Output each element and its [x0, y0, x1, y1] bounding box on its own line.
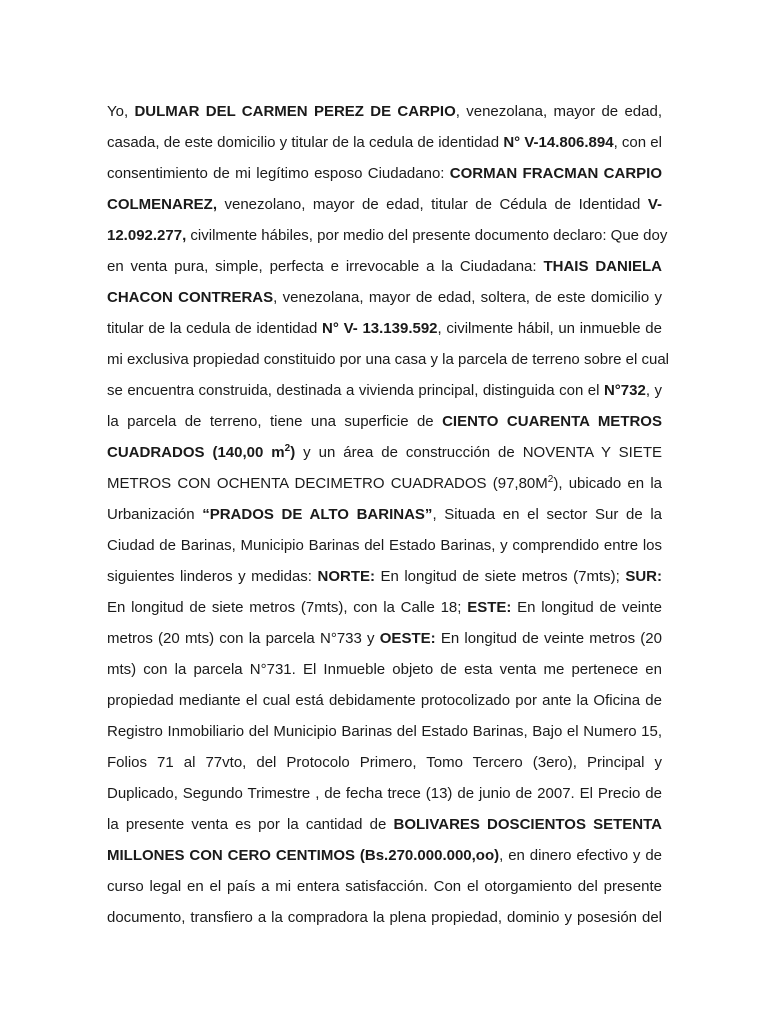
bold-text-segment: CORMAN FRACMAN CARPIO [449, 165, 662, 182]
superscript-text: 2 [547, 474, 554, 485]
text-line [107, 623, 662, 654]
bold-text-segment: CHACON CONTRERAS [107, 289, 274, 306]
text-line [107, 375, 662, 406]
bold-text-segment: THAIS DANIELA [543, 258, 662, 275]
text-line [107, 437, 662, 468]
bold-text-segment: BOLIVARES DOSCIENTOS SETENTA [393, 816, 663, 833]
text-segment: la presente venta es por la cantidad de [107, 816, 394, 833]
bold-text-segment: SUR: [625, 568, 662, 585]
text-line [107, 902, 662, 933]
bold-text-segment: CUADRADOS (140,00 m [107, 444, 285, 461]
text-line [107, 220, 668, 251]
document-body [107, 96, 669, 933]
text-line [107, 685, 662, 716]
text-segment: ), ubicado en la [553, 475, 662, 492]
bold-text-segment: ) [290, 444, 296, 461]
text-segment: Duplicado, Segundo Trimestre , de fecha trece (13) de junio de 2007. El Precio de [107, 785, 662, 802]
bold-text-segment: COLMENAREZ, [107, 196, 217, 213]
text-line [107, 778, 662, 809]
text-segment: Ciudad de Barinas, Municipio Barinas del Estado Barinas, y comprendido entre los [107, 537, 662, 554]
text-segment: se encuentra construida, destinada a vivienda principal, distinguida con el [107, 382, 604, 399]
text-line [107, 189, 662, 220]
bold-text-segment: N° V- 13.139.592 [322, 320, 438, 337]
text-segment: Urbanización [107, 506, 203, 523]
bold-text-segment: DULMAR DEL CARMEN PEREZ DE CARPIO [134, 103, 456, 120]
text-segment: , en dinero efectivo y de [499, 847, 663, 864]
text-line [107, 344, 669, 375]
text-segment: , y [645, 382, 662, 399]
text-segment: consentimiento de mi legítimo esposo Ciudadano: [107, 165, 450, 182]
bold-text-segment: N° V-14.806.894 [503, 134, 614, 151]
text-line [107, 592, 662, 623]
text-segment: casada, de este domicilio y titular de la cedula de identidad [107, 134, 504, 151]
bold-text-segment: ESTE: [467, 599, 512, 616]
text-line [107, 561, 662, 592]
text-segment: METROS CON OCHENTA DECIMETRO CUADRADOS (97,80M [107, 475, 548, 492]
bold-text-segment: “PRADOS DE ALTO BARINAS” [202, 506, 433, 523]
text-line [107, 716, 662, 747]
text-line [107, 747, 662, 778]
text-line [107, 158, 662, 189]
superscript-text: 2 [284, 443, 291, 454]
text-segment: venezolano, mayor de edad, titular de Cédula de Identidad [217, 196, 648, 213]
text-segment: , con el [613, 134, 662, 151]
text-segment: Registro Inmobiliario del Municipio Barinas del Estado Barinas, Bajo el Numero 15, [107, 723, 662, 740]
text-segment: , venezolana, mayor de edad, [455, 103, 662, 120]
text-line [107, 313, 662, 344]
text-segment: , venezolana, mayor de edad, soltera, de este domicilio y [273, 289, 663, 306]
text-segment: curso legal en el país a mi entera satisfacción. Con el otorgamiento del presente [107, 878, 662, 895]
bold-text-segment: CIENTO CUARENTA METROS [442, 413, 662, 430]
text-line [107, 499, 662, 530]
bold-text-segment: NORTE: [317, 568, 375, 585]
text-segment: En longitud de veinte [511, 599, 662, 616]
text-line [107, 251, 662, 282]
text-segment: en venta pura, simple, perfecta e irrevocable a la Ciudadana: [107, 258, 544, 275]
bold-text-segment: MILLONES CON CERO CENTIMOS (Bs.270.000.000,oo) [107, 847, 500, 864]
text-segment: Folios 71 al 77vto, del Protocolo Primero, Tomo Tercero (3ero), Principal y [107, 754, 662, 771]
text-line [107, 871, 662, 902]
text-segment: titular de la cedula de identidad [107, 320, 323, 337]
bold-text-segment: OESTE: [379, 630, 436, 647]
text-segment: En longitud de siete metros (7mts), con la Calle 18; [107, 599, 468, 616]
text-segment: la parcela de terreno, tiene una superficie de [107, 413, 443, 430]
text-segment: mts) con la parcela N°731. El Inmueble objeto de esta venta me pertenece en [107, 661, 662, 678]
text-line [107, 282, 662, 313]
text-line [107, 530, 662, 561]
text-segment: propiedad mediante el cual está debidamente protocolizado por ante la Oficina de [107, 692, 662, 709]
text-line [107, 809, 662, 840]
text-segment: y un área de construcción de NOVENTA Y SIETE [295, 444, 663, 461]
text-segment: metros (20 mts) con la parcela N°733 y [107, 630, 380, 647]
bold-text-segment: V- [647, 196, 662, 213]
text-segment: En longitud de siete metros (7mts); [374, 568, 626, 585]
bold-text-segment: N°732 [603, 382, 646, 399]
text-line [107, 840, 662, 871]
text-segment: , Situada en el sector Sur de la [432, 506, 663, 523]
text-segment: En longitud de veinte metros (20 [435, 630, 662, 647]
text-line [107, 654, 662, 685]
text-line [107, 406, 662, 437]
text-segment: mi exclusiva propiedad constituido por una casa y la parcela de terreno sobre el cual [107, 351, 669, 368]
text-segment: siguientes linderos y medidas: [107, 568, 318, 585]
text-line [107, 127, 662, 158]
text-segment: Yo, [107, 103, 135, 120]
text-segment: , civilmente hábil, un inmueble de [437, 320, 662, 337]
text-line [107, 468, 662, 499]
text-segment: civilmente hábiles, por medio del presente documento declaro: Que doy [186, 227, 668, 244]
bold-text-segment: 12.092.277, [107, 227, 187, 244]
text-segment: documento, transfiero a la compradora la plena propiedad, dominio y posesión del [107, 909, 662, 926]
text-line [107, 96, 662, 127]
